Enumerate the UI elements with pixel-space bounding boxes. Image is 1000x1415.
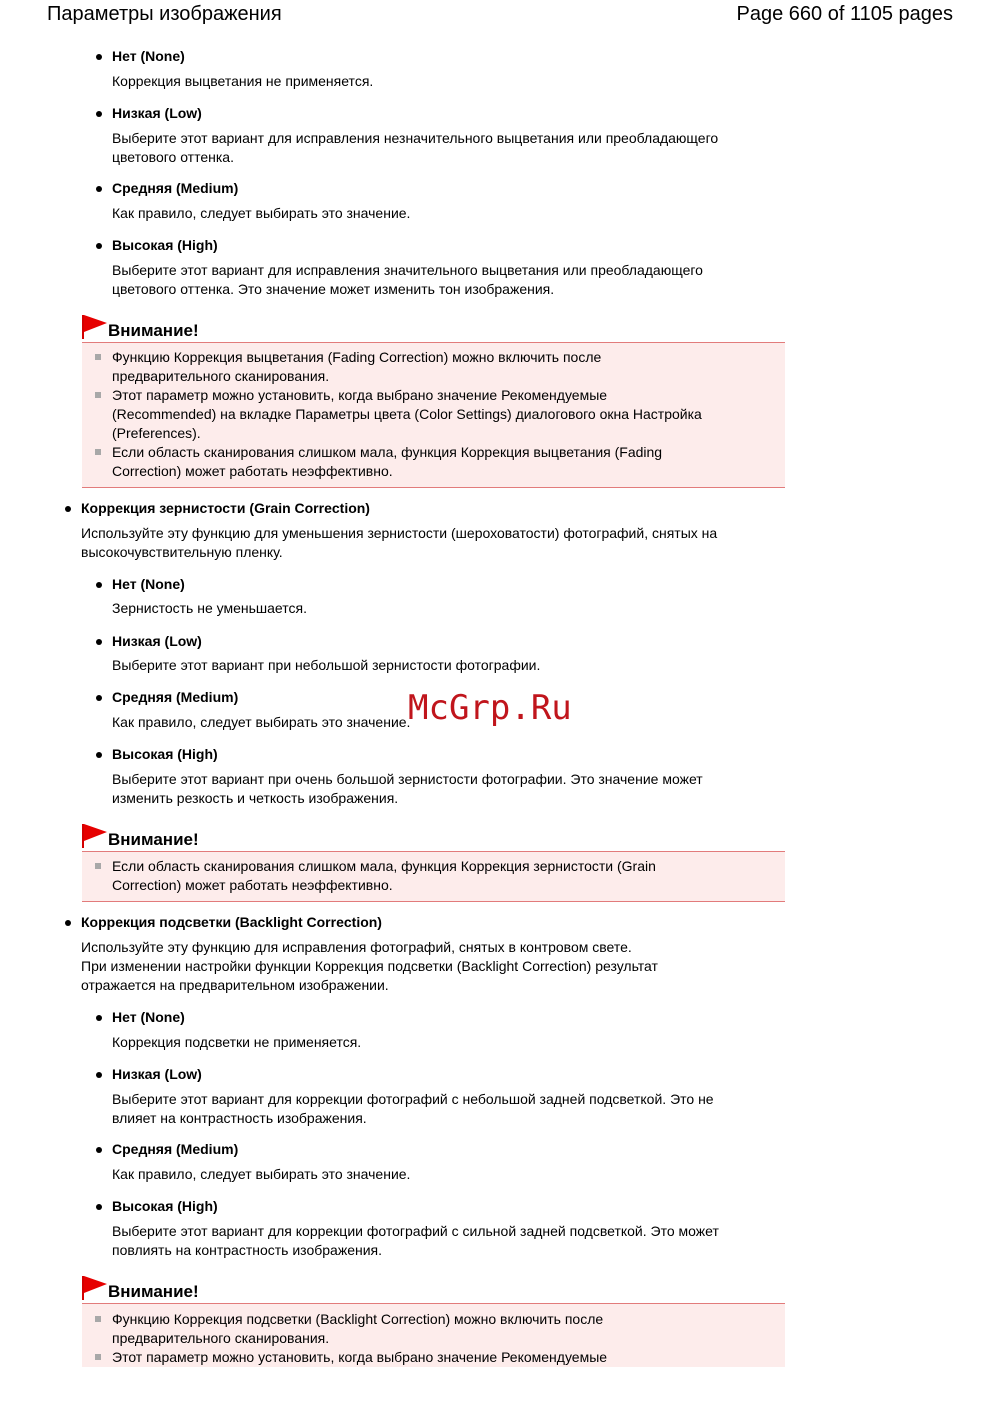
section-intro: отражается на предварительном изображении. [81, 977, 389, 993]
option-description: Выберите этот вариант для исправления незначительного выцветания или преобладающего [112, 130, 719, 146]
section-intro: При изменении настройки функции Коррекция подсветки (Backlight Correction) результат [81, 958, 658, 974]
caution-text: Correction) может работать неэффективно. [112, 877, 393, 893]
option-label: Высокая (High) [112, 1198, 218, 1214]
bullet-icon [96, 186, 102, 192]
section-intro: Используйте эту функцию для уменьшения зернистости (шероховатости) фотографий, снятых на [81, 525, 718, 541]
square-bullet-icon [95, 1354, 101, 1360]
square-bullet-icon [95, 1316, 101, 1322]
caution-text: Correction) может работать неэффективно. [112, 463, 393, 479]
caution-text: (Recommended) на вкладке Параметры цвета (Color Settings) диалогового окна Настройка [112, 406, 702, 422]
option-description: Коррекция выцветания не применяется. [112, 73, 374, 89]
square-bullet-icon [95, 392, 101, 398]
bullet-icon [65, 506, 71, 512]
section-heading: Коррекция зернистости (Grain Correction) [81, 500, 370, 516]
caution-title: Внимание! [108, 321, 199, 340]
option-description: цветового оттенка. [112, 149, 234, 165]
bullet-icon [96, 54, 102, 60]
bullet-icon [96, 243, 102, 249]
option-description: влияет на контрастность изображения. [112, 1110, 367, 1126]
square-bullet-icon [95, 863, 101, 869]
bullet-icon [96, 752, 102, 758]
caution-text: Если область сканирования слишком мала, функция Коррекция зернистости (Grain [112, 858, 656, 874]
caution-text: Если область сканирования слишком мала, функция Коррекция выцветания (Fading [112, 444, 663, 460]
option-label: Средняя (Medium) [112, 689, 239, 705]
option-description: Как правило, следует выбирать это значение. [112, 714, 411, 730]
bullet-icon [65, 920, 71, 926]
square-bullet-icon [95, 449, 101, 455]
option-label: Низкая (Low) [112, 1066, 202, 1082]
caution-text: Этот параметр можно установить, когда выбрано значение Рекомендуемые [112, 1349, 608, 1365]
caution-text: Функцию Коррекция выцветания (Fading Correction) можно включить после [112, 349, 602, 365]
bullet-icon [96, 1072, 102, 1078]
option-label: Нет (None) [112, 48, 185, 64]
option-label: Низкая (Low) [112, 633, 202, 649]
option-description: изменить резкость и четкость изображения. [112, 790, 399, 806]
square-bullet-icon [95, 354, 101, 360]
bullet-icon [96, 582, 102, 588]
warning-flag-icon [82, 823, 108, 849]
option-description: Как правило, следует выбирать это значение. [112, 205, 411, 221]
option-description: Коррекция подсветки не применяется. [112, 1034, 362, 1050]
bullet-icon [96, 1204, 102, 1210]
option-description: Как правило, следует выбирать это значение. [112, 1166, 411, 1182]
option-description: цветового оттенка. Это значение может изменить тон изображения. [112, 281, 555, 297]
caution-text: Функцию Коррекция подсветки (Backlight Correction) можно включить после [112, 1311, 604, 1327]
option-description: Выберите этот вариант при очень большой зернистости фотографии. Это значение может [112, 771, 703, 787]
bullet-icon [96, 695, 102, 701]
option-label: Нет (None) [112, 1009, 185, 1025]
option-description: Выберите этот вариант для коррекции фотографий с небольшой задней подсветкой. Это не [112, 1091, 714, 1107]
option-description: повлиять на контрастность изображения. [112, 1242, 382, 1258]
option-description: Зернистость не уменьшается. [112, 600, 307, 616]
section-intro: высокочувствительную пленку. [81, 544, 283, 560]
option-description: Выберите этот вариант для коррекции фотографий с сильной задней подсветкой. Это может [112, 1223, 719, 1239]
caution-text: предварительного сканирования. [112, 368, 330, 384]
option-description: Выберите этот вариант при небольшой зернистости фотографии. [112, 657, 541, 673]
caution-title: Внимание! [108, 830, 199, 849]
option-label: Высокая (High) [112, 746, 218, 762]
page-title: Параметры изображения [47, 3, 282, 25]
caution-text: предварительного сканирования. [112, 1330, 330, 1346]
watermark: McGrp.Ru [408, 688, 572, 728]
warning-flag-icon [82, 1275, 108, 1301]
caution-title: Внимание! [108, 1282, 199, 1301]
page-counter: Page 660 of 1105 pages [736, 3, 953, 25]
caution-text: Этот параметр можно установить, когда выбрано значение Рекомендуемые [112, 387, 608, 403]
section-heading: Коррекция подсветки (Backlight Correction) [81, 914, 382, 930]
bullet-icon [96, 111, 102, 117]
bullet-icon [96, 1015, 102, 1021]
option-label: Средняя (Medium) [112, 1141, 239, 1157]
option-label: Высокая (High) [112, 237, 218, 253]
option-description: Выберите этот вариант для исправления значительного выцветания или преобладающего [112, 262, 703, 278]
option-label: Нет (None) [112, 576, 185, 592]
bullet-icon [96, 1147, 102, 1153]
warning-flag-icon [82, 314, 108, 340]
bullet-icon [96, 639, 102, 645]
option-label: Низкая (Low) [112, 105, 202, 121]
section-intro: Используйте эту функцию для исправления фотографий, снятых в контровом свете. [81, 939, 632, 955]
option-label: Средняя (Medium) [112, 180, 239, 196]
caution-text: (Preferences). [112, 425, 201, 441]
